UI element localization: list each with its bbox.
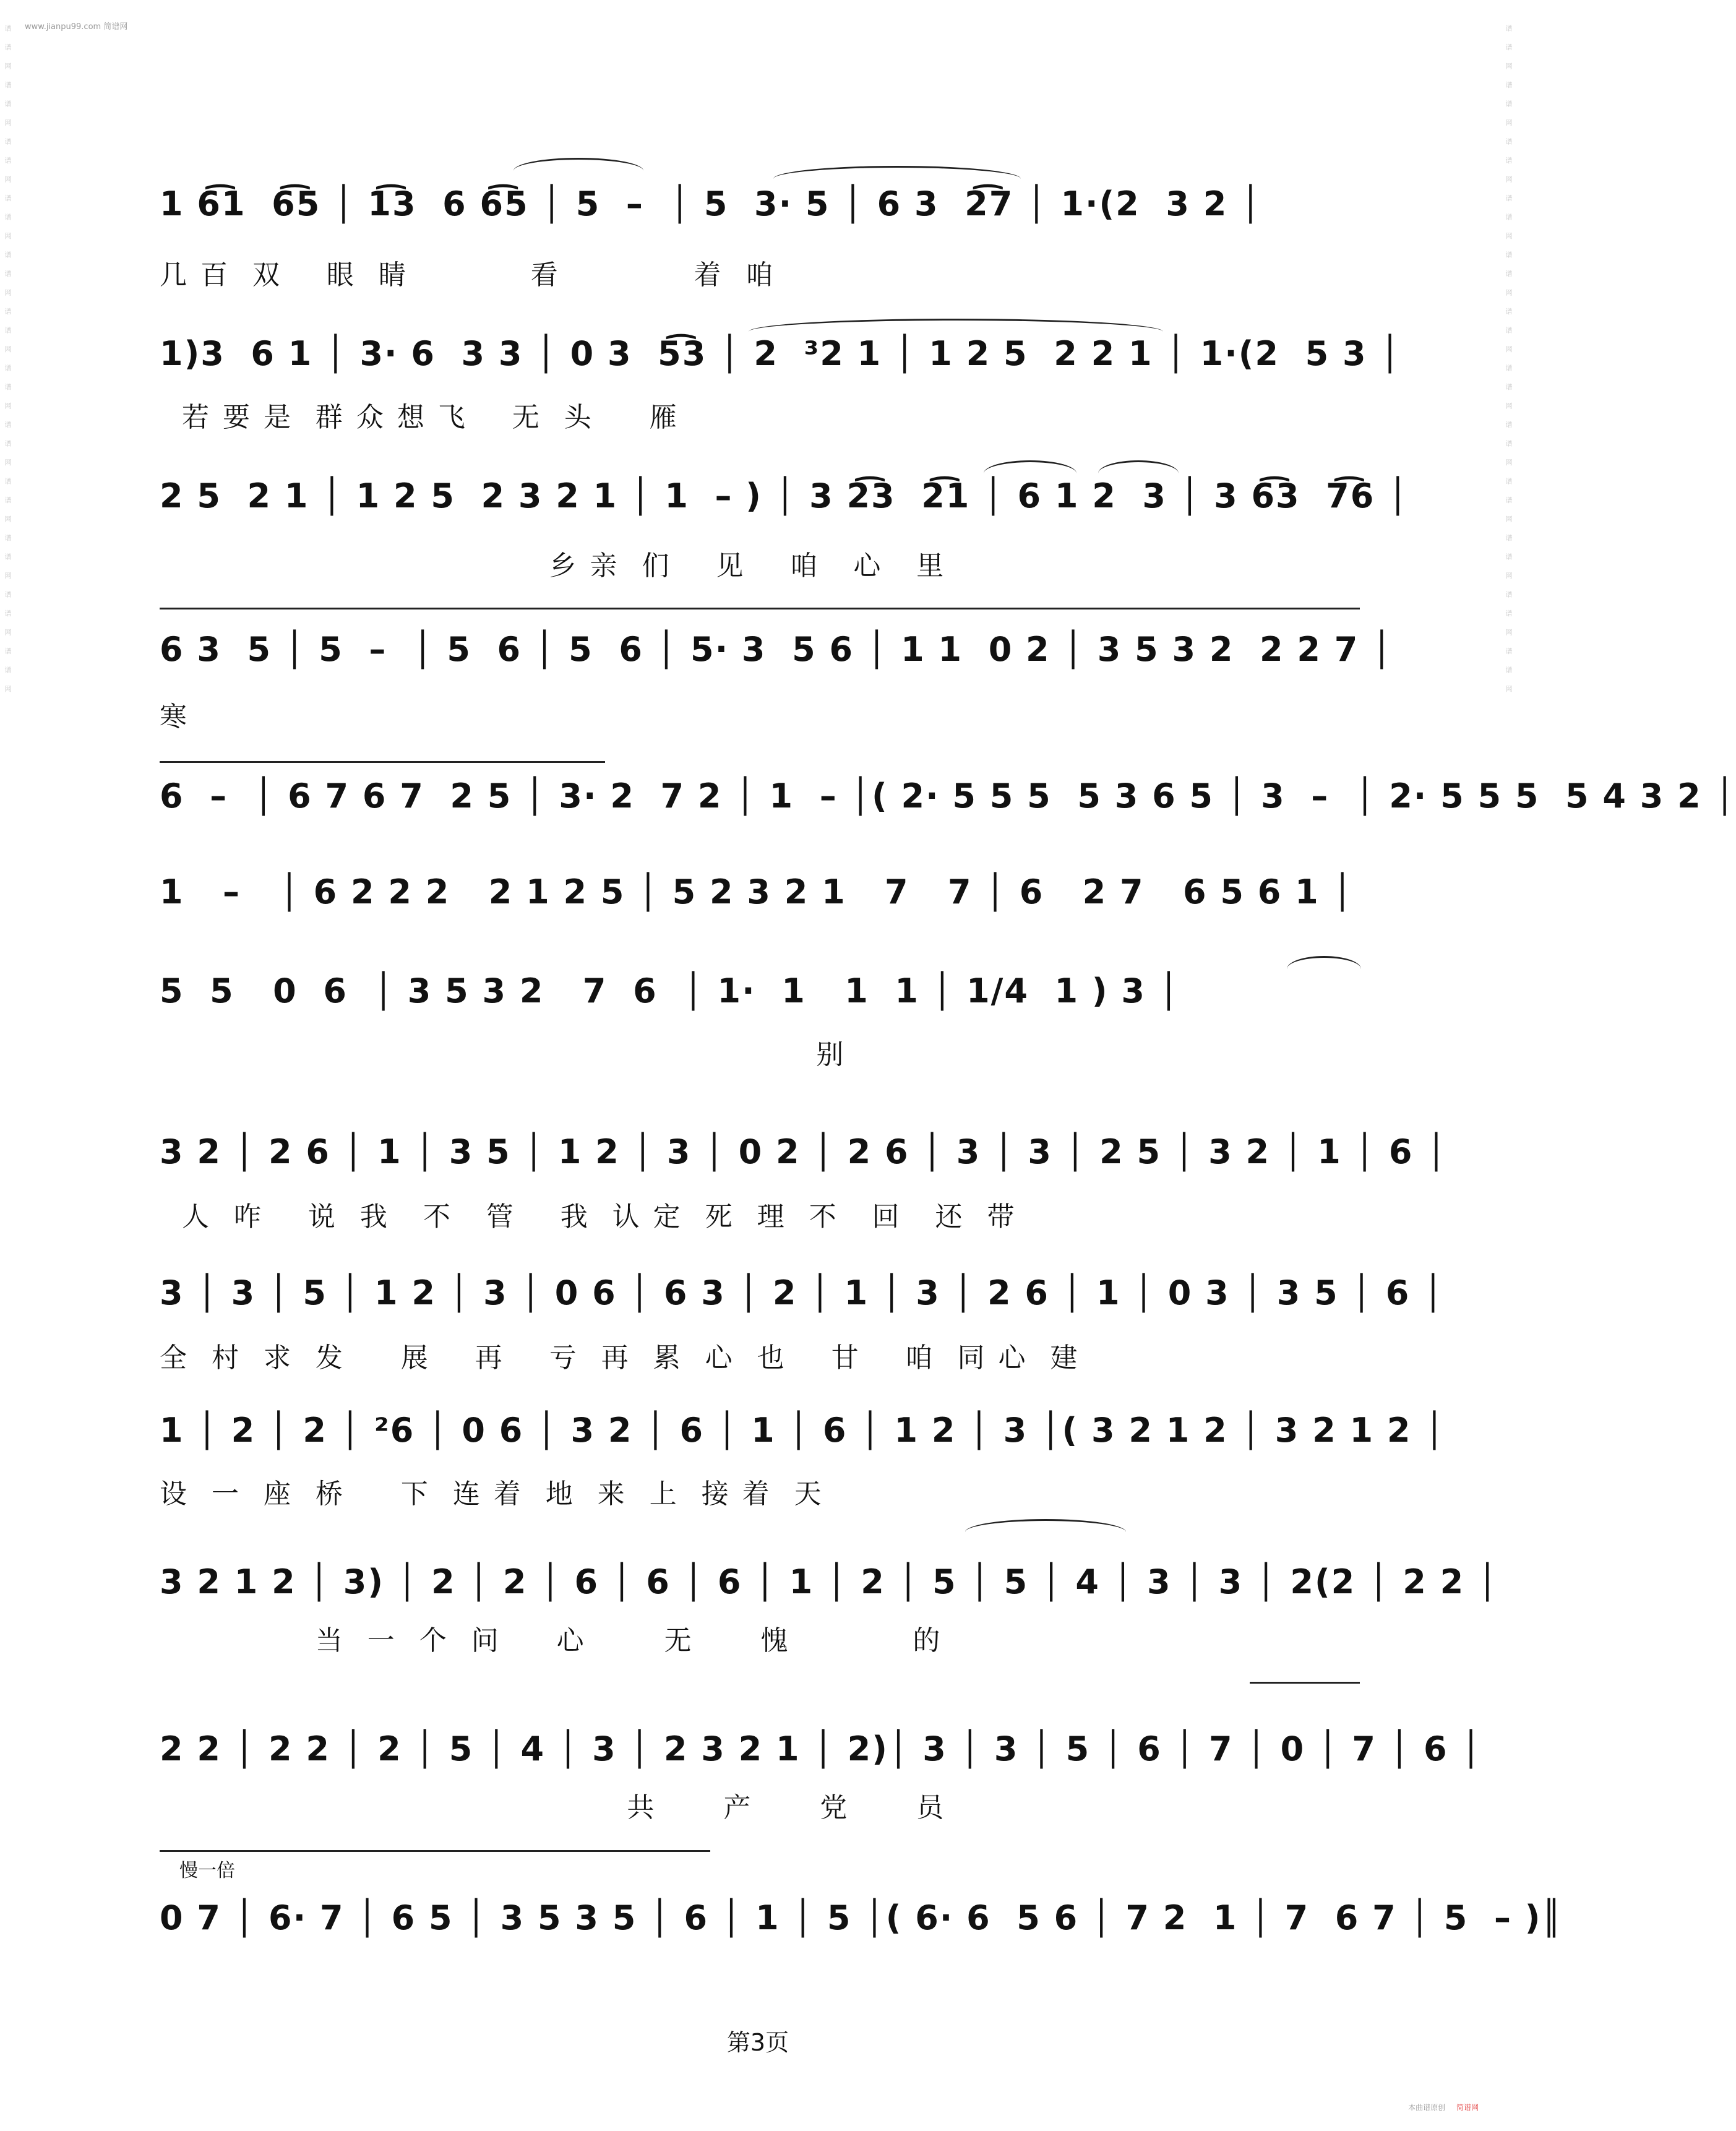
slur-long xyxy=(160,608,1360,609)
lyrics-row-10: 设 一 座 桥 下 连 着 地 来 上 接 着 天 xyxy=(160,1478,824,1510)
bottom-watermark-left: 本曲谱原创 xyxy=(1408,2103,1446,2112)
slur-long xyxy=(160,761,605,763)
notation-row-5: 6 – │ 6 7 6 7 2 5 │ 3· 2 7 2 │ 1 – │( 2· 5 5 5 5 3 6 5 │ 3 – │ 2· 5 5 5 5 4 3 2 │ xyxy=(160,777,1736,816)
tempo-mark: 慢一倍 xyxy=(179,1860,235,1882)
slur xyxy=(1287,956,1361,969)
notation-row-10: 1 │ 2 │ 2 │ ²6 │ 0 6 │ 3 2 │ 6 │ 1 │ 6 │ 1 2 │ 3 │( 3 2 1 2 │ 3 2 1 2 │ xyxy=(160,1411,1446,1450)
lyrics-row-11: 当 一 个 问 心 无 愧 的 xyxy=(160,1625,943,1656)
lyrics-row-9: 全 村 求 发 展 再 亏 再 累 心 也 甘 咱 同 心 建 xyxy=(160,1342,1080,1374)
lyrics-row-7: 别 xyxy=(160,1039,846,1070)
slur-long xyxy=(160,1850,710,1852)
slur-long xyxy=(1250,1682,1360,1684)
notation-row-2: 1)3 6 1 │ 3· 6 3 3 │ 0 3 5͡3 │ 2 ³2 1 │ 1 2 5 2 2 1 │ 1·(2 5 3 │ xyxy=(160,334,1401,373)
lyrics-row-1: 几 百 双 眼 睛 看 着 咱 xyxy=(160,259,776,291)
lyrics-row-2: 若 要 是 群 众 想 飞 无 头 雁 xyxy=(160,402,679,433)
notation-row-4: 6 3 5 │ 5 – │ 5 6 │ 5 6 │ 5· 3 5 6 │ 1 1 0 2 │ 3 5 3 2 2 2 7 │ xyxy=(160,630,1393,669)
lyrics-row-4: 寒 xyxy=(160,701,189,733)
notation-row-13: 0 7 │ 6· 7 │ 6 5 │ 3 5 3 5 │ 6 │ 1 │ 5 │( 6· 6 5 6 │ 7 2 1 │ 7 6 7 │ 5 – )║ xyxy=(160,1898,1563,1937)
lyrics-row-12: 共 产 党 员 xyxy=(160,1792,947,1823)
side-watermark-left: 谱 谱 网 谱 谱 网 谱 谱 网 谱 谱 网 谱 谱 网 谱 谱 网 谱 谱 网 谱 谱 网 谱 谱 网 谱 谱 网 谱 谱 网 谱 谱 网 xyxy=(4,25,12,697)
slur xyxy=(965,1519,1126,1532)
slur xyxy=(1098,460,1179,473)
page-number: 第3页 xyxy=(726,2029,789,2056)
slur xyxy=(749,319,1163,332)
lyrics-row-3: 乡 亲 们 见 咱 心 里 xyxy=(160,550,947,582)
notation-row-9: 3 │ 3 │ 5 │ 1 2 │ 3 │ 0 6 │ 6 3 │ 2 │ 1 │ 3 │ 2 6 │ 1 │ 0 3 │ 3 5 │ 6 │ xyxy=(160,1273,1445,1312)
notation-row-1: 1 6͡1 6͡5 │ 1͡3 6 6͡5 │ 5 – │ 5 3· 5 │ 6 3 2͡7 │ 1·(2 3 2 │ xyxy=(160,184,1262,223)
bottom-watermark xyxy=(1408,2102,1479,2112)
site-watermark: www.jianpu99.com 简谱网 xyxy=(25,22,128,32)
lyrics-row-8: 人 咋 说 我 不 管 我 认 定 死 理 不 回 还 带 xyxy=(160,1201,1017,1233)
notation-row-3: 2 5 2 1 │ 1 2 5 2 3 2 1 │ 1 – ) │ 3 2͡3 2͡1 │ 6 1 2 3 │ 3 6͡3 7͡6 │ xyxy=(160,476,1409,515)
notation-row-11: 3 2 1 2 │ 3) │ 2 │ 2 │ 6 │ 6 │ 6 │ 1 │ 2 │ 5 │ 5 │ 4 │ 3 │ 3 │ 2(2 │ 2 2 │ xyxy=(160,1562,1499,1601)
slur xyxy=(513,158,643,171)
notation-row-6: 1 – │ 6 2 2 2 2 1 2 5 │ 5 2 3 2 1 7 7 │ 6 2 7 6 5 6 1 │ xyxy=(160,872,1354,911)
notation-row-7: 5 5 0 6 │ 3 5 3 2 7 6 │ 1· 1 1 1 │ 1/4 1 ) 3 │ xyxy=(160,971,1180,1010)
notation-row-8: 3 2 │ 2 6 │ 1 │ 3 5 │ 1 2 │ 3 │ 0 2 │ 2 6 │ 3 │ 3 │ 2 5 │ 3 2 │ 1 │ 6 │ xyxy=(160,1132,1448,1171)
slur xyxy=(773,166,1021,179)
bottom-watermark-right: 简谱网 xyxy=(1456,2103,1479,2112)
side-watermark-right: 谱 谱 网 谱 谱 网 谱 谱 网 谱 谱 网 谱 谱 网 谱 谱 网 谱 谱 网 谱 谱 网 谱 谱 网 谱 谱 网 谱 谱 网 谱 谱 网 xyxy=(1505,25,1513,697)
slur xyxy=(984,460,1076,473)
notation-row-12: 2 2 │ 2 2 │ 2 │ 5 │ 4 │ 3 │ 2 3 2 1 │ 2)│ 3 │ 3 │ 5 │ 6 │ 7 │ 0 │ 7 │ 6 │ xyxy=(160,1729,1482,1768)
